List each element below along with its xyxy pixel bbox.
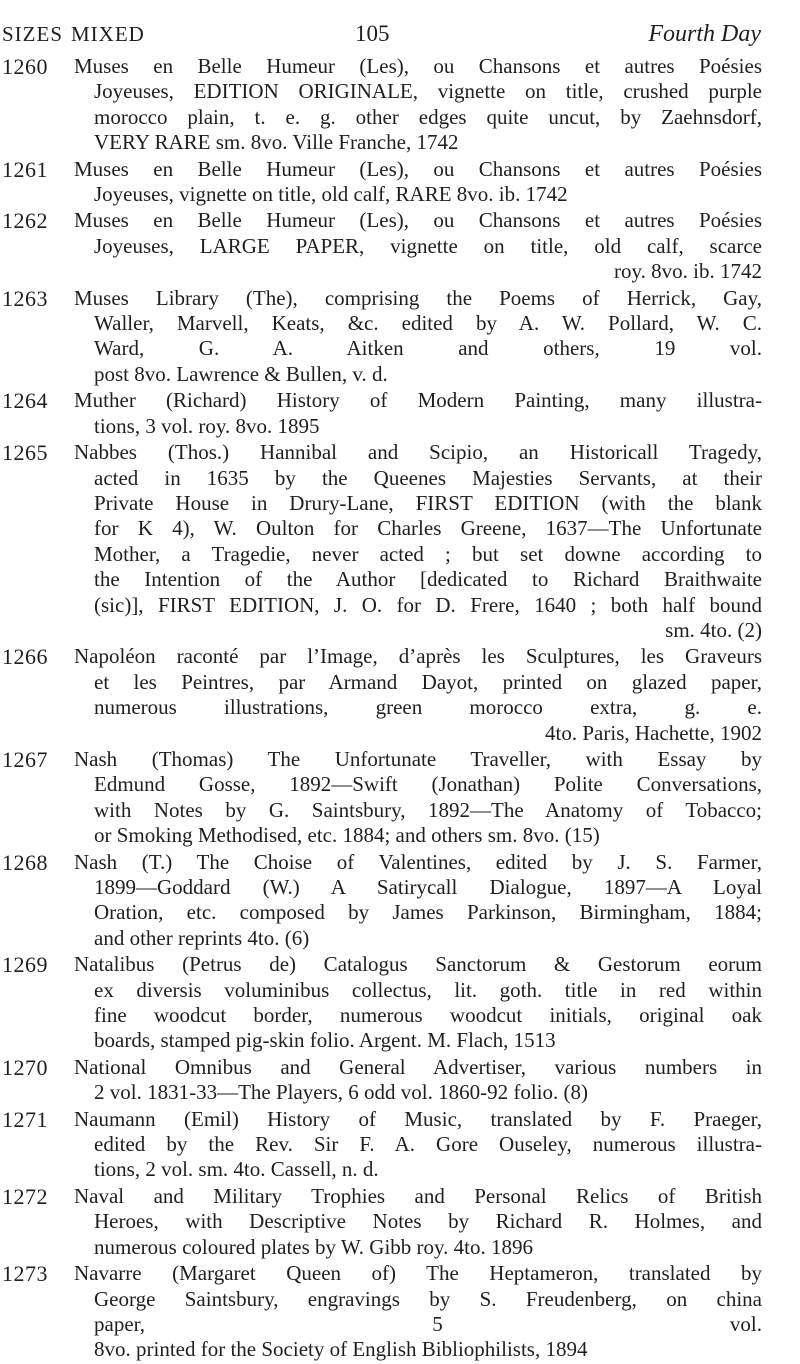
lot-line: Joyeuses, vignette on title, old calf, RARE 8vo. ib. 1742: [94, 182, 568, 207]
lot-number: 1272: [2, 1183, 48, 1209]
lot-number: 1262: [2, 208, 48, 234]
lot-line: Naumann (Emil) History of Music, translated by F. Praeger,: [74, 1106, 762, 1131]
lot-entry: [0, 1107, 800, 1183]
lot-number: 1273: [2, 1261, 48, 1287]
lot-line: Muses en Belle Humeur (Les), ou Chansons et autres Poésies: [74, 208, 762, 233]
lot-entry: [0, 1055, 800, 1106]
lot-line: or Smoking Methodised, etc. 1884; and others sm. 8vo. (15): [94, 823, 600, 848]
lot-line: National Omnibus and General Advertiser, various numbers in: [74, 1054, 762, 1079]
lot-line: Private House in Drury-Lane, FIRST EDITION (with the blank: [94, 490, 762, 515]
lot-line: Joyeuses, EDITION ORIGINALE, vignette on title, crushed purple: [94, 79, 762, 104]
lot-line: Heroes, with Descriptive Notes by Richard R. Holmes, and: [94, 1209, 762, 1234]
lot-line: 4to. Paris, Hachette, 1902: [545, 720, 762, 745]
lot-line: paper, 5 vol.: [94, 1311, 762, 1336]
lot-number: 1269: [2, 952, 48, 978]
lot-line: Muther (Richard) History of Modern Painting, many illustra-: [74, 388, 762, 413]
lot-entry: [0, 644, 800, 746]
lot-line: Joyeuses, LARGE PAPER, vignette on title, old calf, scarce: [94, 233, 762, 258]
lot-entry: [0, 747, 800, 849]
lot-line: tions, 2 vol. sm. 4to. Cassell, n. d.: [94, 1157, 379, 1182]
lot-line: 2 vol. 1831-33—The Players, 6 odd vol. 1860-92 folio. (8): [94, 1080, 589, 1105]
lot-description: [74, 388, 762, 439]
page-number: 105: [355, 21, 390, 46]
lot-number: 1260: [2, 54, 48, 79]
lot-line: Napoléon raconté par l’Image, d’après les Sculptures, les Graveurs: [74, 644, 762, 669]
lot-entry: [0, 440, 800, 643]
lot-number: 1270: [2, 1054, 48, 1080]
lot-number: 1271: [2, 1106, 48, 1132]
lot-line: Edmund Gosse, 1892—Swift (Jonathan) Polite Conversations,: [94, 772, 762, 797]
header-day: Fourth Day: [648, 21, 761, 47]
lot-line: 8vo. printed for the Society of English Bibliophilists, 1894: [94, 1337, 588, 1362]
lot-entry: [0, 1184, 800, 1260]
lot-line: Mother, a Tragedie, never acted ; but set downe according to: [94, 541, 762, 566]
lot-line: numerous coloured plates by W. Gibb roy. 4to. 1896: [94, 1234, 534, 1259]
lot-line: and other reprints 4to. (6): [94, 925, 310, 950]
lot-entry: [0, 286, 800, 388]
lot-entry: [0, 54, 800, 156]
lot-number: 1266: [2, 644, 48, 670]
lot-line: (sic)], FIRST EDITION, J. O. for D. Frere, 1640 ; both half bound: [94, 592, 762, 617]
lot-line: Muses en Belle Humeur (Les), ou Chansons et autres Poésies: [74, 54, 762, 78]
lot-description: [74, 440, 762, 643]
lot-number: 1264: [2, 388, 48, 414]
lot-line: 1899—Goddard (W.) A Satirycall Dialogue, 1897—A Loyal: [94, 875, 762, 899]
lot-description: [74, 157, 762, 208]
lot-description: [74, 1261, 762, 1363]
lot-line: acted in 1635 by the Queenes Majesties Servants, at their: [94, 465, 762, 490]
lot-line: Waller, Marvell, Keats, &c. edited by A. W. Pollard, W. C.: [94, 311, 762, 336]
lot-number: 1265: [2, 440, 48, 466]
lot-number: 1263: [2, 285, 48, 311]
lot-description: [74, 952, 762, 1054]
lot-list: [0, 54, 800, 1364]
lot-description: [74, 850, 762, 952]
header-sizes: SIZES: [2, 22, 64, 46]
lot-number: 1261: [2, 156, 48, 182]
lot-line: Nash (T.) The Choise of Valentines, edited by J. S. Farmer,: [74, 849, 762, 874]
lot-line: Natalibus (Petrus de) Catalogus Sanctorum & Gestorum eorum: [74, 952, 762, 977]
lot-number: 1268: [2, 849, 48, 875]
lot-line: tions, 3 vol. roy. 8vo. 1895: [94, 413, 320, 438]
lot-line: the Intention of the Author [dedicated to Richard Braithwaite: [94, 567, 762, 592]
lot-line: sm. 4to. (2): [665, 617, 762, 642]
lot-line: boards, stamped pig-skin folio. Argent. M. Flach, 1513: [94, 1028, 556, 1053]
lot-line: ex diversis voluminibus collectus, lit. goth. title in red within: [94, 977, 762, 1002]
lot-description: [74, 286, 762, 388]
lot-entry: [0, 952, 800, 1054]
lot-description: [74, 208, 762, 284]
lot-line: morocco plain, t. e. g. other edges quite uncut, by Zaehnsdorf,: [94, 104, 762, 129]
lot-number: 1267: [2, 746, 48, 772]
lot-line: roy. 8vo. ib. 1742: [614, 259, 762, 284]
page-header: [0, 18, 800, 50]
lot-entry: [0, 208, 800, 284]
lot-entry: [0, 850, 800, 952]
lot-entry: [0, 157, 800, 208]
lot-line: VERY RARE sm. 8vo. Ville Franche, 1742: [94, 130, 459, 155]
lot-line: Oration, etc. composed by James Parkinson, Birmingham, 1884;: [94, 900, 762, 925]
lot-line: for K 4), W. Oulton for Charles Greene, 1637—The Unfortunate: [94, 516, 762, 541]
lot-description: [74, 1184, 762, 1260]
lot-description: [74, 1055, 762, 1106]
lot-line: fine woodcut border, numerous woodcut initials, original oak: [94, 1003, 762, 1028]
lot-line: Nash (Thomas) The Unfortunate Traveller, with Essay by: [74, 746, 762, 771]
lot-line: Nabbes (Thos.) Hannibal and Scipio, an Historicall Tragedy,: [74, 440, 762, 465]
lot-description: [74, 1107, 762, 1183]
lot-line: edited by the Rev. Sir F. A. Gore Ouseley, numerous illustra-: [94, 1132, 762, 1157]
lot-entry: [0, 388, 800, 439]
lot-line: Muses en Belle Humeur (Les), ou Chansons et autres Poésies: [74, 156, 762, 181]
lot-description: [74, 747, 762, 849]
lot-line: numerous illustrations, green morocco extra, g. e.: [94, 695, 762, 720]
lot-line: Ward, G. A. Aitken and others, 19 vol.: [94, 336, 762, 361]
lot-line: Navarre (Margaret Queen of) The Heptameron, translated by: [74, 1261, 762, 1286]
lot-line: Muses Library (The), comprising the Poems of Herrick, Gay,: [74, 285, 762, 310]
lot-line: post 8vo. Lawrence & Bullen, v. d.: [94, 361, 388, 386]
lot-line: et les Peintres, par Armand Dayot, printed on glazed paper,: [94, 669, 762, 694]
lot-line: George Saintsbury, engravings by S. Freudenberg, on china: [94, 1286, 762, 1311]
header-mixed: MIXED: [71, 22, 145, 46]
lot-entry: [0, 1261, 800, 1363]
lot-description: [74, 54, 762, 156]
lot-line: Naval and Military Trophies and Personal Relics of British: [74, 1183, 762, 1208]
lot-description: [74, 644, 762, 746]
lot-line: with Notes by G. Saintsbury, 1892—The Anatomy of Tobacco;: [94, 797, 762, 822]
